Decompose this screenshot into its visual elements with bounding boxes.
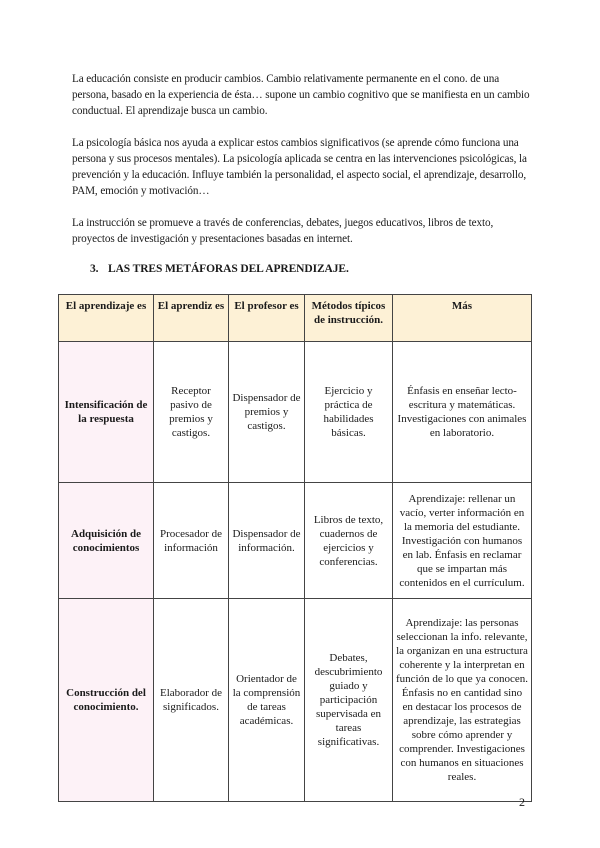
cell-mas: Aprendizaje: las personas seleccionan la info. relevante, la organizan en una estructura coherente y la interpretan en función de lo que ya conocen. Énfasis no en cantidad sino en destacar los procesos de aprendizaje, las estrategias sobre cómo aprender y comprender. Investigaciones con humanos en situaciones reales. <box>393 599 532 802</box>
cell-metodos: Libros de texto, cuadernos de ejercicios y conferencias. <box>305 483 393 599</box>
cell-mas: Énfasis en enseñar lecto-escritura y matemáticas. Investigaciones con animales en laboratorio. <box>393 342 532 483</box>
cell-metodos: Debates, descubrimiento guiado y participación supervisada en tareas significativas. <box>305 599 393 802</box>
header-mas: Más <box>393 295 532 342</box>
table-row <box>59 599 532 802</box>
table-header-row <box>59 295 532 342</box>
section-heading <box>90 263 349 275</box>
paragraph-psychology: La psicología básica nos ayuda a explicar estos cambios significativos (se aprende cómo funciona una persona y sus procesos mentales). La psicología aplicada se centra en las intervenciones psicológicas, la prevención y la educación. Influye también la personalidad, el aspecto social, el aprendizaje, desarrollo, PAM, emoción y motivación… <box>72 137 527 197</box>
header-profesor: El profesor es <box>229 295 305 342</box>
page-number: 2 <box>519 795 525 809</box>
paragraph-education: La educación consiste en producir cambios. Cambio relativamente permanente en el cono. de una persona, basado en la experiencia de ésta… supone un cambio cognitivo que se manifiesta en un cambio conductual. El aprendizaje busca un cambio. <box>72 73 530 117</box>
cell-metodos: Ejercicio y práctica de habilidades básicas. <box>305 342 393 483</box>
header-aprendizaje: El aprendizaje es <box>59 295 154 342</box>
row-label: Intensificación de la respuesta <box>59 342 154 483</box>
cell-profesor: Dispensador de información. <box>229 483 305 599</box>
table-row <box>59 342 532 483</box>
cell-aprendiz: Receptor pasivo de premios y castigos. <box>154 342 229 483</box>
cell-aprendiz: Procesador de información <box>154 483 229 599</box>
row-label: Construcción del conocimiento. <box>59 599 154 802</box>
paragraph-instruction: La instrucción se promueve a través de conferencias, debates, juegos educativos, libros de texto, proyectos de investigación y presentaciones basadas en internet. <box>72 217 494 245</box>
section-title: LAS TRES METÁFORAS DEL APRENDIZAJE. <box>108 263 349 275</box>
cell-profesor: Orientador de la comprensión de tareas académicas. <box>229 599 305 802</box>
cell-mas: Aprendizaje: rellenar un vacío, verter información en la memoria del estudiante. Investigación con humanos en lab. Énfasis en reclamar que se impartan más contenidos en el currículum. <box>393 483 532 599</box>
section-number: 3. <box>90 263 99 275</box>
table-row <box>59 483 532 599</box>
cell-aprendiz: Elaborador de significados. <box>154 599 229 802</box>
metaphors-table <box>58 294 532 802</box>
header-aprendiz: El aprendiz es <box>154 295 229 342</box>
row-label: Adquisición de conocimientos <box>59 483 154 599</box>
cell-profesor: Dispensador de premios y castigos. <box>229 342 305 483</box>
header-metodos: Métodos típicos de instrucción. <box>305 295 393 342</box>
